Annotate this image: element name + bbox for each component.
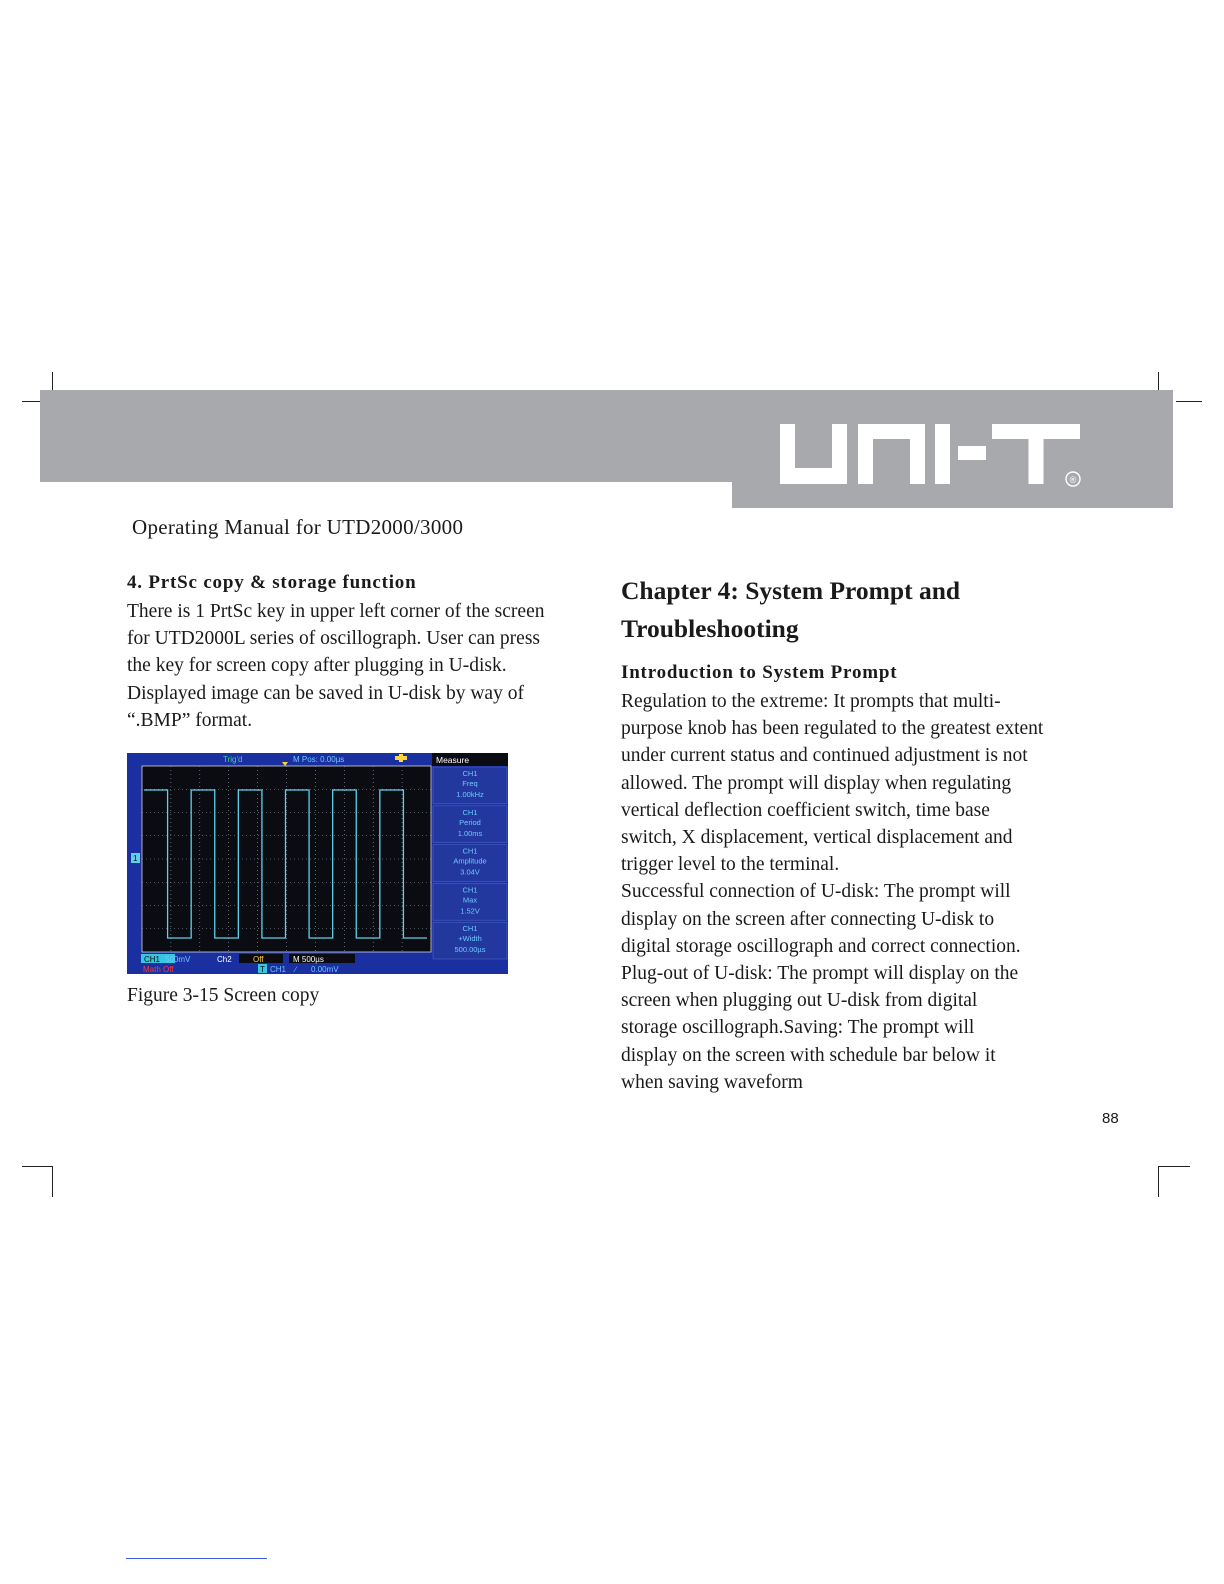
text-line: digital storage oscillograph and correct connection. — [621, 935, 1021, 957]
crop-mark — [22, 1166, 53, 1167]
ch1-scale: 500mV — [165, 955, 191, 964]
trig-status: Trig'd — [223, 755, 243, 764]
measure-ch: CH1 — [462, 807, 478, 817]
text-line: allowed. The prompt will display when regulating — [621, 772, 1012, 794]
text-line: switch, X displacement, vertical displacement and — [621, 827, 1013, 849]
crop-mark — [1158, 1166, 1190, 1167]
text-line: Regulation to the extreme: It prompts that multi- — [621, 691, 1001, 712]
timebase: M 500µs — [293, 955, 324, 964]
text-line: display on the screen with schedule bar below it — [621, 1044, 996, 1066]
ch2-label: Ch2 — [217, 955, 232, 964]
measure-ch: CH1 — [462, 846, 478, 856]
measure-value: 3.04V — [460, 867, 480, 877]
text-line: purpose knob has been regulated to the greatest extent — [621, 718, 1044, 740]
measure-name: Freq — [462, 779, 478, 788]
chapter-title-line: Chapter 4: System Prompt and — [621, 576, 961, 605]
ch2-state: Off — [253, 955, 264, 964]
right-column — [621, 572, 1101, 1096]
body-paragraph — [621, 688, 1101, 1096]
text-line: display on the screen after connecting U-disk to — [621, 908, 995, 930]
body-paragraph — [127, 598, 597, 734]
measure-value: 1.00kHz — [456, 790, 484, 799]
trigger-source: CH1 — [270, 965, 287, 974]
crop-mark — [1176, 401, 1202, 402]
measure-menu — [433, 767, 507, 959]
measure-value: 1.00ms — [457, 828, 483, 838]
mpos-status: M Pos: 0.00µs — [293, 755, 345, 764]
chapter-title-line: Troubleshooting — [621, 614, 799, 643]
section-heading: 4. PrtSc copy & storage function — [127, 572, 417, 593]
figure-caption: Figure 3-15 Screen copy — [127, 985, 320, 1006]
measure-name: Period — [459, 817, 481, 827]
measure-ch: CH1 — [462, 924, 478, 934]
crop-mark — [1158, 1166, 1159, 1197]
text-line: “.BMP” format. — [127, 709, 253, 731]
brand-logo — [778, 420, 1088, 490]
ch1-ground-label: 1 — [133, 854, 138, 863]
text-line: storage oscillograph.Saving: The prompt will — [621, 1017, 975, 1039]
text-line: Displayed image can be saved in U-disk by way of — [127, 682, 524, 704]
text-line: There is 1 PrtSc key in upper left corner of the screen — [127, 601, 545, 622]
oscilloscope-screenshot — [127, 753, 508, 974]
text-line: when saving waveform — [621, 1071, 803, 1093]
math-state: Math Off — [143, 965, 174, 974]
text-line: Plug-out of U-disk: The prompt will display on the — [621, 963, 1019, 985]
trigger-level: 0.00mV — [311, 965, 339, 974]
text-line: for UTD2000L series of oscillograph. User can press — [127, 628, 540, 650]
chapter-title — [621, 572, 1101, 648]
ch1-label: CH1 — [144, 955, 161, 964]
text-line: trigger level to the terminal. — [621, 854, 840, 876]
section-heading: Introduction to System Prompt — [621, 662, 898, 683]
text-line: the key for screen copy after plugging in U-disk. — [127, 655, 507, 677]
text-line: Successful connection of U-disk: The prompt will — [621, 881, 1011, 903]
measure-value: 500.00µs — [454, 945, 486, 955]
registered-mark: ® — [1069, 475, 1077, 485]
measure-ch: CH1 — [462, 885, 478, 895]
footer-link-line — [126, 1558, 267, 1559]
measure-name: Max — [462, 895, 478, 905]
crop-mark — [52, 1166, 53, 1197]
text-line: under current status and continued adjustment is not — [621, 745, 1028, 767]
measure-name: Amplitude — [453, 856, 487, 866]
text-line: screen when plugging out U-disk from digital — [621, 990, 978, 1012]
trigger-slope: ∕ — [295, 965, 297, 974]
trigger-marker: T — [260, 965, 265, 974]
measure-menu-title: Measure — [436, 755, 470, 765]
measure-name: +Width — [458, 934, 482, 944]
text-line: vertical deflection coefficient switch, time base — [621, 799, 990, 821]
measure-ch: CH1 — [462, 769, 478, 778]
left-column — [127, 572, 597, 734]
measure-value: 1.52V — [460, 906, 480, 916]
manual-title: Operating Manual for UTD2000/3000 — [132, 515, 464, 539]
page-number: 88 — [1102, 1110, 1119, 1127]
